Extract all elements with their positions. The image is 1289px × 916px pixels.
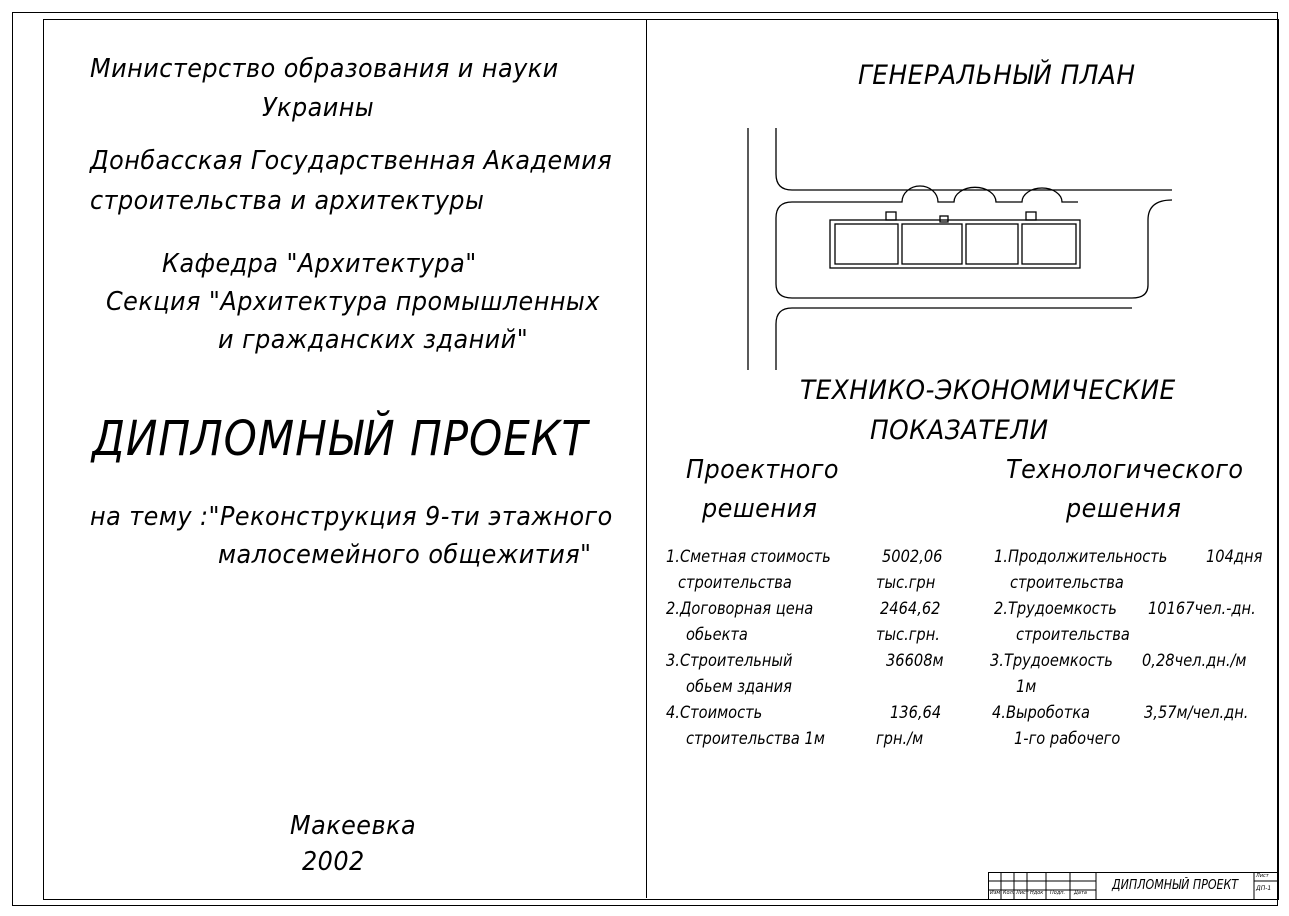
col2-item-3-label-line-2: 1м xyxy=(1016,677,1037,697)
stamp-col-izm: Изм xyxy=(990,890,1001,896)
col1-item-1-unit: тыс.грн xyxy=(876,573,936,593)
col1-header-line-1: Проектного xyxy=(686,455,839,485)
col1-item-3-value: 36608м xyxy=(886,651,944,671)
col1-item-2-unit: тыс.грн. xyxy=(876,625,940,645)
col1-item-4-value: 136,64 xyxy=(890,703,942,723)
col2-item-3-label-line-1: 3.Трудоемкость xyxy=(990,651,1113,671)
col1-item-1-label-line-2: строительства xyxy=(678,573,792,593)
topic-line-1: на тему :"Реконструкция 9-ти этажного xyxy=(90,502,613,532)
col1-item-4-unit: грн./м xyxy=(876,729,924,749)
stamp-col-date: Дата xyxy=(1074,890,1087,896)
ministry-line-1: Министерство образования и науки xyxy=(90,54,559,84)
page-divider xyxy=(646,19,647,898)
col1-item-2-value: 2464,62 xyxy=(880,599,941,619)
col1-item-3-label-line-2: обьем здания xyxy=(686,677,792,697)
plan-title: ГЕНЕРАЛЬНЫЙ ПЛАН xyxy=(858,60,1136,91)
stamp-col-podp: Подп. xyxy=(1050,890,1066,896)
department-line-3: и гражданских зданий" xyxy=(218,325,529,355)
city: Макеевка xyxy=(290,811,417,841)
col2-item-4-label-line-2: 1-го рабочего xyxy=(1014,729,1121,749)
topic-line-2: малосемейного общежития" xyxy=(218,540,592,570)
academy-line-2: строительства и архитектуры xyxy=(90,186,485,216)
stamp-title: ДИПЛОМНЫЙ ПРОЕКТ xyxy=(1112,878,1239,893)
col2-item-4-value: 3,57м/чел.дн. xyxy=(1144,703,1249,723)
stamp-sheet-number: ДП-1 xyxy=(1256,885,1272,892)
col2-header-line-2: решения xyxy=(1066,494,1182,524)
stamp-sheet-label: Лист xyxy=(1256,873,1269,879)
col1-item-2-label-line-2: обьекта xyxy=(686,625,748,645)
col2-item-4-label-line-1: 4.Выроботка xyxy=(992,703,1091,723)
col2-header-line-1: Технологического xyxy=(1006,455,1244,485)
col1-item-1-label-line-1: 1.Сметная стоимость xyxy=(666,547,831,567)
col1-item-2-label-line-1: 2.Договорная цена xyxy=(666,599,814,619)
col2-item-1-label-line-1: 1.Продолжительность xyxy=(994,547,1168,567)
col1-item-1-value: 5002,06 xyxy=(882,547,943,567)
year: 2002 xyxy=(302,847,365,877)
col2-item-3-value: 0,28чел.дн./м xyxy=(1142,651,1247,671)
col1-header-line-2: решения xyxy=(702,494,818,524)
stamp-col-list: Лист xyxy=(1016,890,1029,896)
col1-item-4-label-line-1: 4.Стоимость xyxy=(666,703,763,723)
academy-line-1: Донбасская Государственная Академия xyxy=(90,146,613,176)
stamp-col-kol: Кол. xyxy=(1003,890,1015,896)
tep-title-line-1: ТЕХНИКО-ЭКОНОМИЧЕСКИЕ xyxy=(800,375,1176,406)
tep-title-line-2: ПОКАЗАТЕЛИ xyxy=(870,415,1049,446)
document-title: ДИПЛОМНЫЙ ПРОЕКТ xyxy=(92,411,589,467)
col2-item-2-label-line-2: строительства xyxy=(1016,625,1130,645)
site-plan-drawing xyxy=(740,120,1180,375)
col1-item-4-label-line-2: строительства 1м xyxy=(686,729,825,749)
ministry-line-2: Украины xyxy=(262,93,375,123)
col2-item-2-value: 10167чел.-дн. xyxy=(1148,599,1256,619)
department-line-1: Кафедра "Архитектура" xyxy=(162,249,477,279)
col2-item-1-label-line-2: строительства xyxy=(1010,573,1124,593)
department-line-2: Секция "Архитектура промышленных xyxy=(106,287,600,317)
col1-item-3-label-line-1: 3.Строительный xyxy=(666,651,793,671)
stamp-col-ndok: Ндок xyxy=(1030,890,1044,896)
col2-item-2-label-line-1: 2.Трудоемкость xyxy=(994,599,1117,619)
col2-item-1-value: 104дня xyxy=(1206,547,1263,567)
